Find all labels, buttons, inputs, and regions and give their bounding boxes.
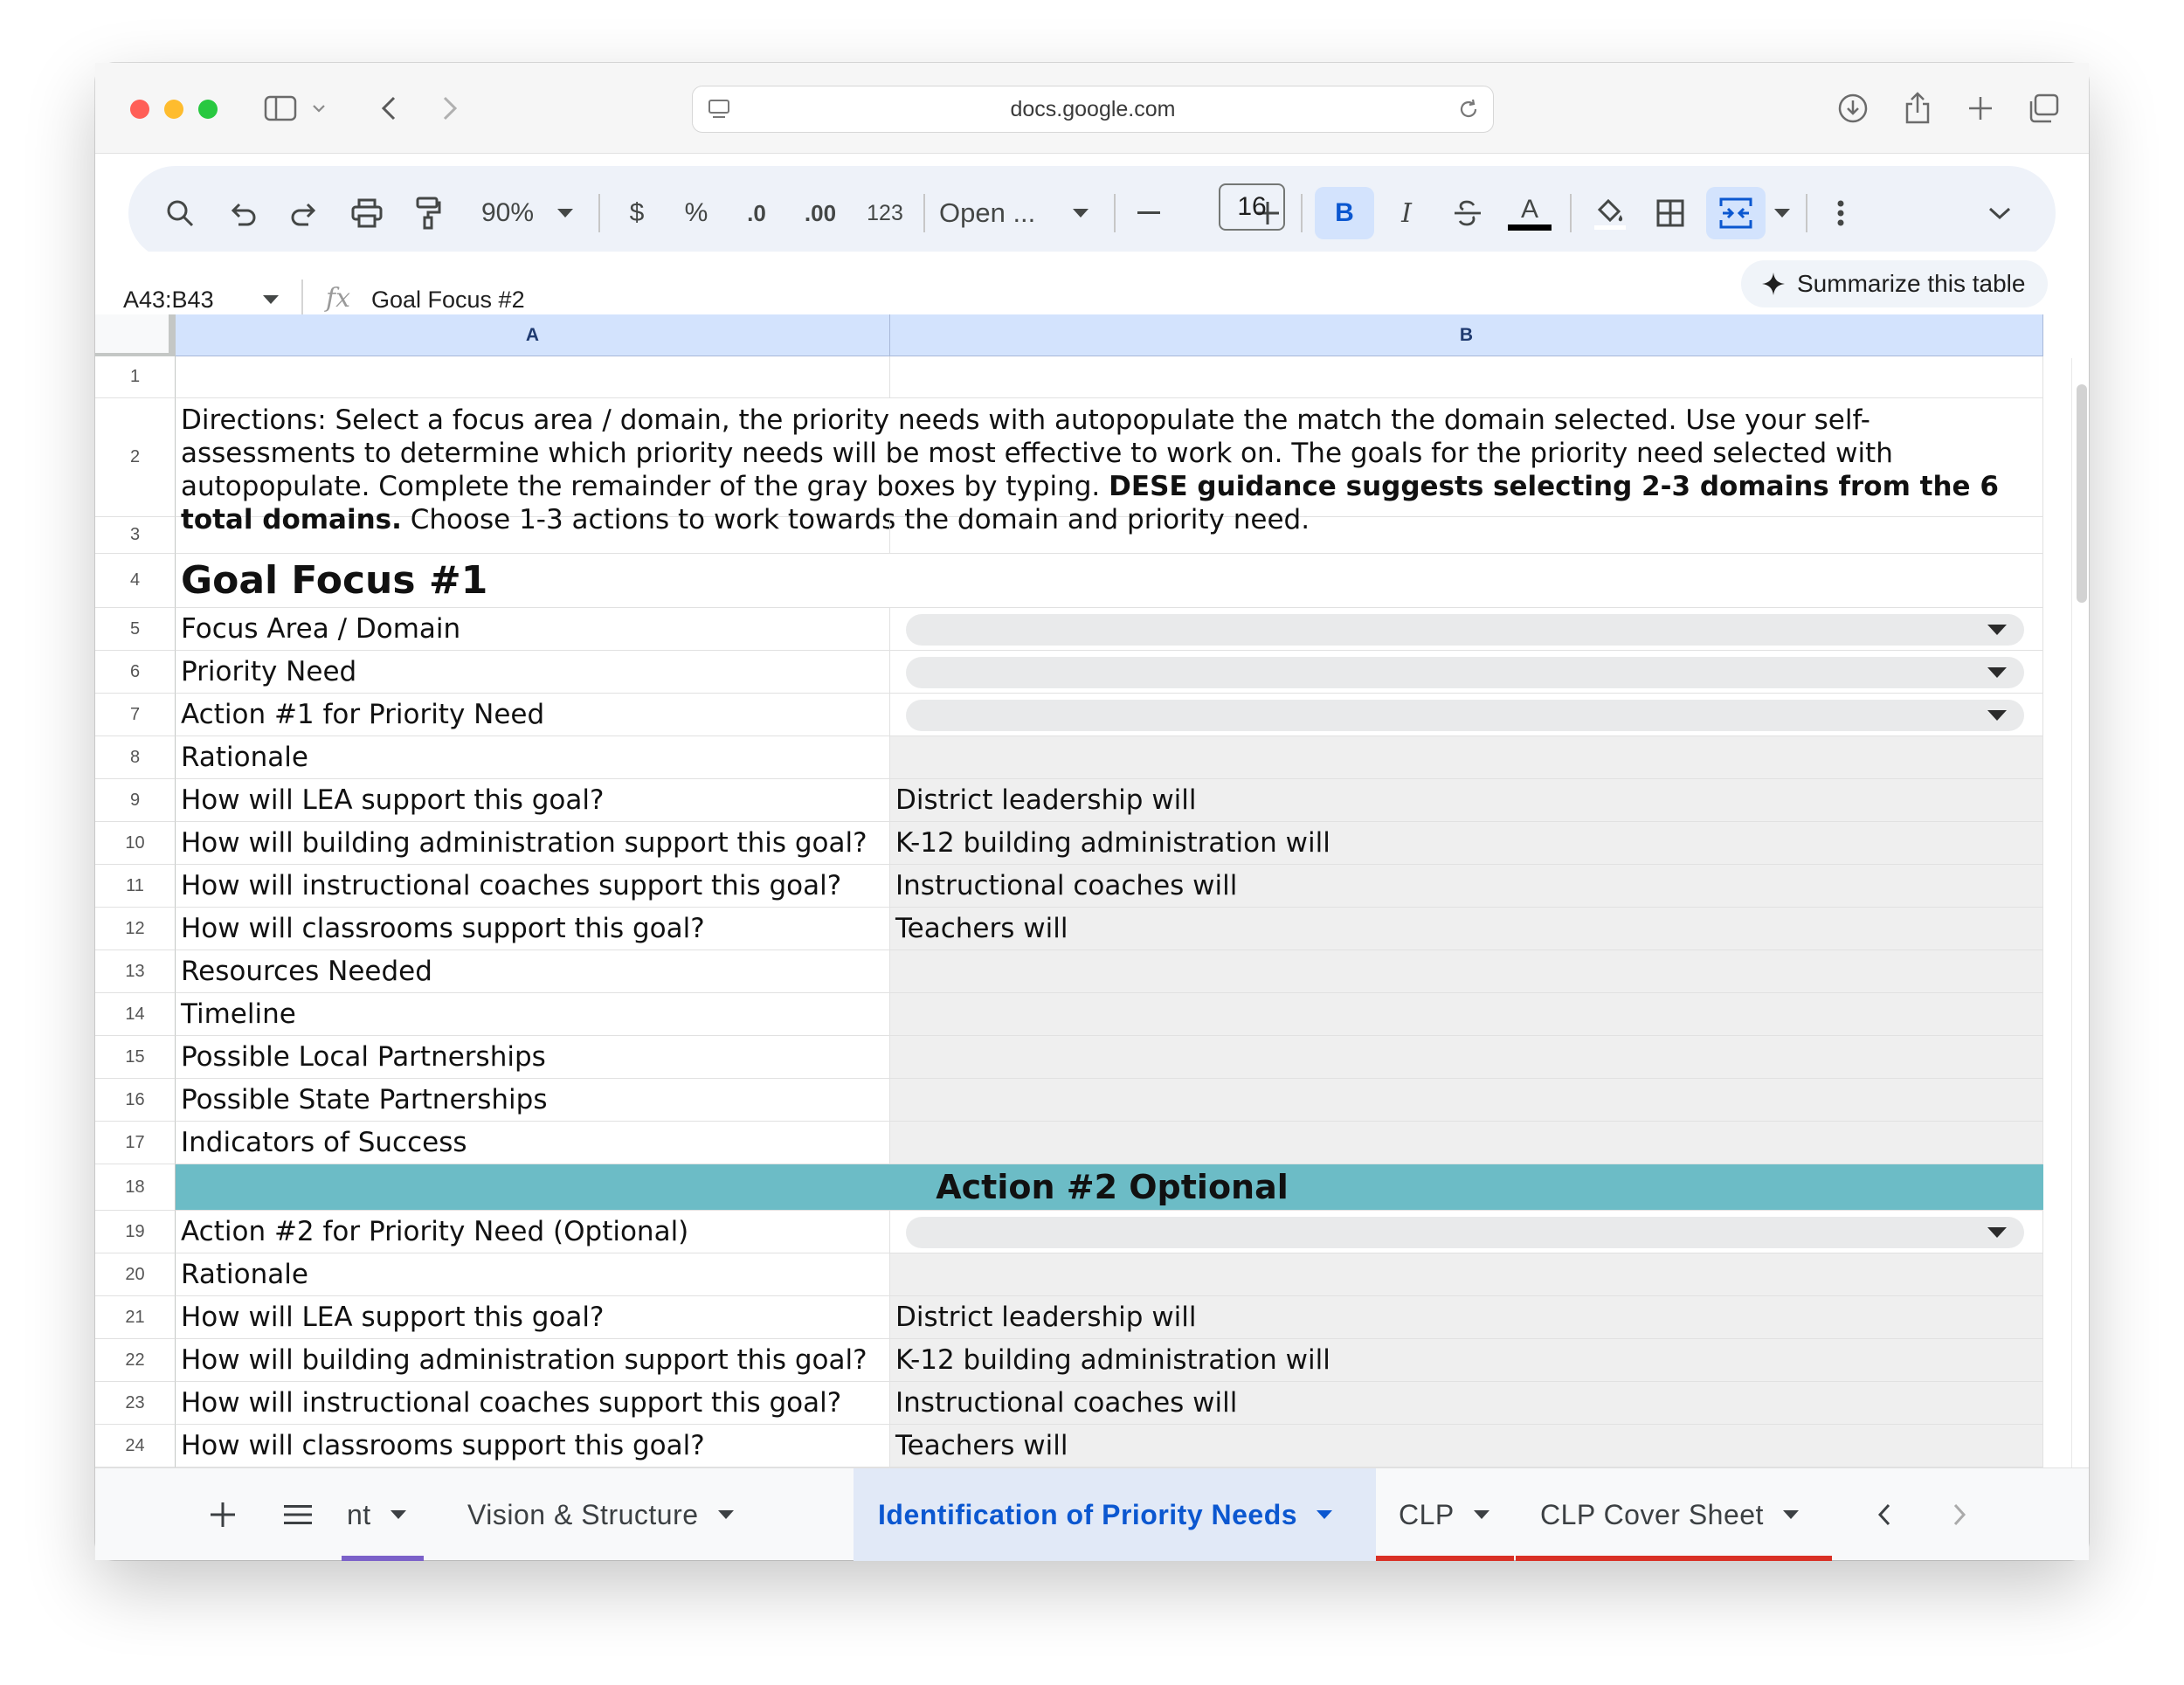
row-header[interactable]: 12	[95, 908, 176, 950]
tab-partial[interactable]	[342, 1468, 434, 1561]
cell-a[interactable]: Rationale	[176, 736, 890, 779]
dropdown-arrow-icon[interactable]	[1987, 625, 2007, 635]
decrease-decimal-button[interactable]	[735, 187, 778, 239]
increase-decimal-button[interactable]	[796, 187, 845, 239]
cell-b[interactable]: Teachers will	[890, 1425, 2043, 1467]
row-header[interactable]: 23	[95, 1382, 176, 1425]
tab-label: CLP	[1399, 1498, 1455, 1530]
row-header[interactable]: 19	[95, 1211, 176, 1253]
cell-a[interactable]: How will classrooms support this goal?	[176, 908, 890, 950]
cell-a[interactable]: Possible Local Partnerships	[176, 1036, 890, 1079]
row-header[interactable]: 21	[95, 1296, 176, 1339]
sheets-toolbar	[128, 166, 2056, 260]
row-header[interactable]: 10	[95, 822, 176, 865]
cell-b[interactable]: K-12 building administration will	[890, 822, 2043, 865]
font-family-select[interactable]: Open ...	[939, 197, 1036, 228]
dropdown-arrow-icon[interactable]	[1987, 710, 2007, 721]
text-color-button[interactable]	[1503, 187, 1556, 239]
number-format-button[interactable]: 123	[867, 200, 903, 225]
cell-b[interactable]: Instructional coaches will	[890, 865, 2043, 908]
dropdown-chip[interactable]	[906, 1217, 2024, 1248]
close-window-button[interactable]	[130, 100, 149, 119]
tab-overview-icon[interactable]	[2024, 89, 2063, 128]
row-header[interactable]: 14	[95, 993, 176, 1036]
text-color-bar	[1508, 224, 1552, 231]
back-icon[interactable]	[371, 89, 406, 128]
tab-color-indicator	[1516, 1556, 1832, 1561]
goal-focus-heading[interactable]: Goal Focus #1	[176, 554, 2043, 608]
merge-cells-icon[interactable]	[1706, 187, 1766, 239]
column-header-a[interactable]: A	[176, 314, 890, 356]
row-header[interactable]: 2	[95, 398, 176, 517]
row-header[interactable]: 18	[95, 1164, 176, 1211]
row-header[interactable]: 11	[95, 865, 176, 908]
cell-b[interactable]	[890, 993, 2043, 1036]
chevron-down-icon[interactable]	[308, 89, 329, 128]
cell-a[interactable]: Possible State Partnerships	[176, 1079, 890, 1122]
formula-input[interactable]: Goal Focus #2	[371, 286, 525, 313]
column-header-b[interactable]: B	[890, 314, 2043, 356]
cell-b[interactable]	[890, 1079, 2043, 1122]
add-sheet-button[interactable]	[198, 1468, 247, 1561]
fx-icon: fx	[326, 283, 351, 314]
text-color-letter: A	[1520, 194, 1538, 224]
cell-b[interactable]	[890, 517, 2043, 554]
tab-label: Vision & Structure	[467, 1498, 699, 1530]
print-icon[interactable]	[343, 187, 390, 239]
redo-icon[interactable]	[280, 187, 328, 239]
row-header[interactable]: 15	[95, 1036, 176, 1079]
dropdown-chip[interactable]	[906, 657, 2024, 688]
cell-a[interactable]: How will classrooms support this goal?	[176, 1425, 890, 1467]
action-2-section-header[interactable]: Action #2 Optional	[176, 1164, 2043, 1211]
plus-icon	[211, 1502, 235, 1527]
row-header[interactable]: 13	[95, 950, 176, 993]
forward-icon[interactable]	[432, 89, 467, 128]
more-options-icon[interactable]	[1821, 187, 1860, 239]
cell-a[interactable]: How will instructional coaches support this goal?	[176, 865, 890, 908]
scroll-tabs-left-button[interactable]	[1863, 1468, 1905, 1561]
tab-identification-priority-needs[interactable]	[854, 1468, 1376, 1561]
cell-b[interactable]: District leadership will	[890, 779, 2043, 822]
row-header[interactable]: 8	[95, 736, 176, 779]
cell-b[interactable]	[890, 1253, 2043, 1296]
row-header[interactable]: 5	[95, 608, 176, 651]
row-header[interactable]: 20	[95, 1253, 176, 1296]
tab-vision-structure[interactable]	[434, 1468, 854, 1561]
row-header[interactable]: 22	[95, 1339, 176, 1382]
sidebar-icon[interactable]	[261, 89, 300, 128]
row-header[interactable]: 3	[95, 517, 176, 554]
cell-a[interactable]	[176, 517, 890, 554]
tab-clp-cover-sheet[interactable]	[1516, 1468, 1832, 1561]
cell-b[interactable]	[890, 1036, 2043, 1079]
row-header[interactable]: 7	[95, 694, 176, 736]
cell-b[interactable]: K-12 building administration will	[890, 1339, 2043, 1382]
sheet-tab-bar	[95, 1467, 2089, 1560]
cell-a[interactable]: How will building administration support this goal?	[176, 822, 890, 865]
currency-format-button[interactable]: $	[629, 198, 645, 227]
font-size-input[interactable]: 16	[1219, 183, 1285, 231]
bold-button[interactable]: B	[1315, 187, 1374, 239]
downloads-icon[interactable]	[1834, 89, 1872, 128]
directions-text-part: Choose 1-3 actions to work towards the domain and priority need.	[401, 504, 1310, 535]
directions-text-part: Directions: Select a focus area / domain, the priority needs with autopopulate the match the domain selected. Use your self-assessments to determine which priority needs will be most effective to work on. The goals for the priority need selected with autopopulate. Complete the remainder of the gray boxes by typing.	[181, 404, 1893, 502]
cell-a[interactable]: Action #2 for Priority Need (Optional)	[176, 1211, 890, 1253]
minimize-window-button[interactable]	[164, 100, 183, 119]
site-settings-icon[interactable]	[707, 97, 731, 128]
name-box-dropdown-icon[interactable]	[263, 295, 279, 304]
url-text: docs.google.com	[1010, 96, 1176, 121]
cell-b[interactable]	[890, 736, 2043, 779]
paint-format-icon[interactable]	[404, 187, 452, 239]
dropdown-chip[interactable]	[906, 700, 2024, 731]
address-bar[interactable]	[692, 86, 1494, 133]
tab-label: Identification of Priority Needs	[878, 1498, 1298, 1530]
zoom-dropdown-icon[interactable]	[548, 187, 583, 239]
dropdown-chip[interactable]	[906, 614, 2024, 646]
cell-b[interactable]	[890, 950, 2043, 993]
title-bar	[95, 63, 2089, 154]
row-header[interactable]: 17	[95, 1122, 176, 1164]
dropdown-arrow-icon[interactable]	[1987, 1227, 2007, 1238]
cell-b[interactable]	[890, 356, 2043, 398]
borders-icon[interactable]	[1647, 187, 1694, 239]
reload-icon[interactable]	[1456, 97, 1481, 128]
maximize-window-button[interactable]	[198, 100, 218, 119]
browser-window	[95, 63, 2089, 1560]
spreadsheet-grid	[95, 314, 2043, 1467]
share-icon[interactable]	[1898, 89, 1937, 128]
collapse-toolbar-icon[interactable]	[1979, 187, 2021, 239]
merge-dropdown-icon[interactable]	[1767, 187, 1797, 239]
row-header[interactable]: 9	[95, 779, 176, 822]
fill-color-icon[interactable]	[1584, 187, 1636, 239]
cell-a[interactable]: Priority Need	[176, 651, 890, 694]
search-menus-icon[interactable]	[156, 187, 204, 239]
tab-label: nt	[347, 1498, 371, 1530]
cell-a[interactable]: Rationale	[176, 1253, 890, 1296]
cell-a[interactable]: How will instructional coaches support this goal?	[176, 1382, 890, 1425]
row-header[interactable]: 6	[95, 651, 176, 694]
cell-b[interactable]: Instructional coaches will	[890, 1382, 2043, 1425]
cell-a[interactable]: Resources Needed	[176, 950, 890, 993]
cell-a[interactable]: Action #1 for Priority Need	[176, 694, 890, 736]
cell-b[interactable]: Teachers will	[890, 908, 2043, 950]
vertical-scroll-thumb[interactable]	[2077, 384, 2087, 603]
strikethrough-icon[interactable]	[1444, 187, 1491, 239]
undo-icon[interactable]	[219, 187, 266, 239]
zoom-select[interactable]: 90%	[480, 198, 535, 227]
cell-a[interactable]: How will LEA support this goal?	[176, 1296, 890, 1339]
row-header[interactable]: 16	[95, 1079, 176, 1122]
cell-a[interactable]: Indicators of Success	[176, 1122, 890, 1164]
row-header[interactable]: 1	[95, 356, 176, 398]
scroll-tabs-right-button[interactable]	[1939, 1468, 1980, 1561]
tab-clp[interactable]	[1376, 1468, 1516, 1561]
directions-guidance-bold: DESE guidance suggests selecting 2-3 domains from the 6 total domains.	[181, 471, 1999, 535]
decrease-font-size-icon[interactable]	[1130, 187, 1168, 239]
tab-color-indicator	[1376, 1556, 1514, 1561]
tab-color-indicator	[342, 1556, 424, 1561]
directions-cell[interactable]	[176, 398, 2043, 535]
chevron-right-icon	[1952, 1503, 1966, 1526]
font-dropdown-icon[interactable]	[1063, 187, 1098, 239]
cell-a[interactable]: How will LEA support this goal?	[176, 779, 890, 822]
italic-button[interactable]: I	[1401, 197, 1412, 229]
sparkle-icon	[1762, 273, 1785, 295]
decrease-decimal-label: .0	[747, 199, 766, 226]
cell-a[interactable]	[176, 356, 890, 398]
increase-decimal-label: .00	[804, 199, 837, 226]
new-tab-icon[interactable]	[1961, 89, 2000, 128]
tab-label: CLP Cover Sheet	[1540, 1498, 1764, 1530]
row-header[interactable]: 4	[95, 554, 176, 608]
all-sheets-button[interactable]	[273, 1468, 322, 1561]
dropdown-arrow-icon[interactable]	[1987, 667, 2007, 678]
summarize-table-button[interactable]	[1741, 260, 2048, 307]
select-all-corner[interactable]	[95, 314, 176, 356]
cell-a[interactable]: Timeline	[176, 993, 890, 1036]
summarize-label: Summarize this table	[1797, 270, 2026, 297]
cell-b[interactable]: District leadership will	[890, 1296, 2043, 1339]
vertical-scrollbar[interactable]	[2071, 358, 2089, 1467]
name-box-value: A43:B43	[123, 286, 214, 313]
cell-b[interactable]	[890, 1122, 2043, 1164]
percent-format-button[interactable]: %	[684, 198, 708, 227]
cell-a[interactable]: Focus Area / Domain	[176, 608, 890, 651]
cell-a[interactable]: How will building administration support this goal?	[176, 1339, 890, 1382]
chevron-left-icon	[1877, 1503, 1891, 1526]
row-header[interactable]: 24	[95, 1425, 176, 1467]
menu-icon	[284, 1504, 312, 1525]
